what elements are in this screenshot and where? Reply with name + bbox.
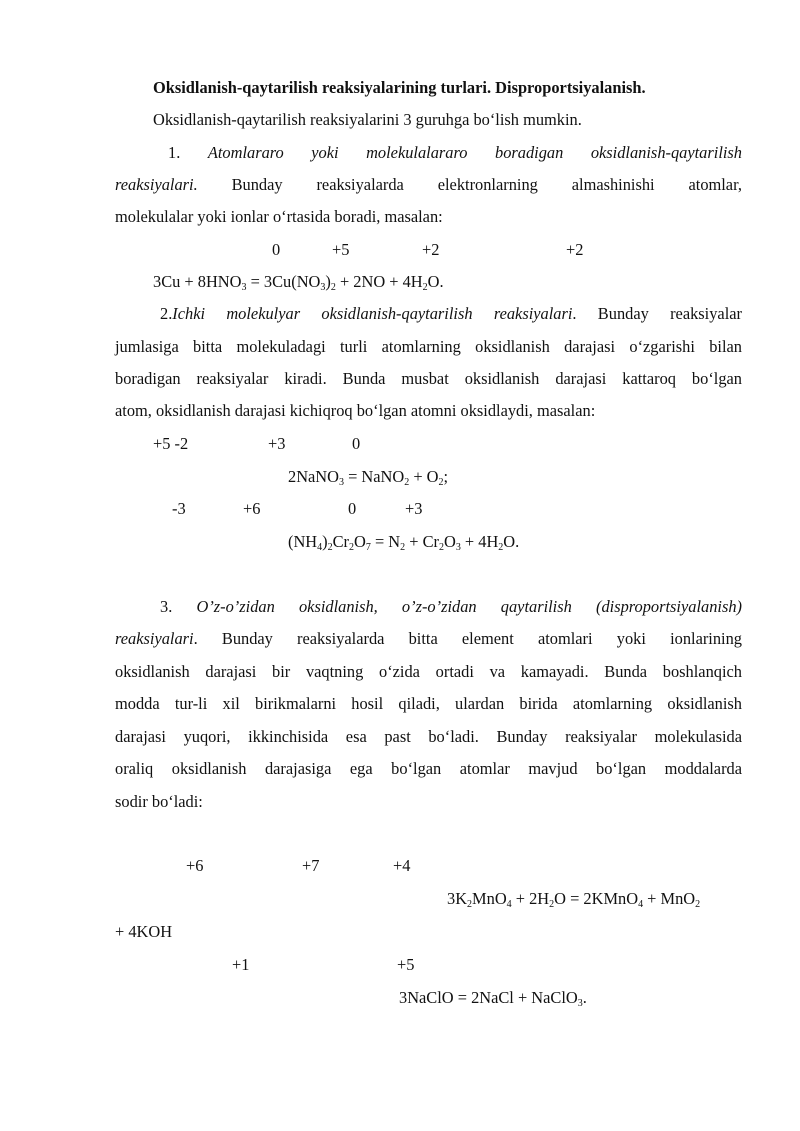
section2-line4: atom, oksidlanish darajasi kichiqroq bo‘lgan atomni oksidlaydi, masalan:	[115, 401, 596, 420]
section1-heading-cont: reaksiyalari.	[115, 175, 198, 194]
section3-heading: O’z-o’zidan oksidlanish, o’z-o’zidan qaytarilish (disproportsiyalanish)	[196, 597, 742, 616]
equation-1: $3Cu + 8HNO_3 = 3Cu(NO_3)_2 + 2NO + 4H_2O$.	[153, 272, 444, 293]
section3-line3: oksidlanish darajasi bir vaqtning o‘zida ortadi va kamayadi. Bunda boshlanqich	[115, 662, 742, 681]
equation-4: $3K_2MnO_4 + 2H_2O$ = 2KMnO$_4$ + MnO$_2$	[447, 889, 701, 910]
ox-state: +3	[405, 499, 423, 518]
equation-5: 3NaClO = 2NaCl + NaClO$_3$.	[399, 988, 587, 1009]
section3-heading-cont: reaksiyalari	[115, 629, 194, 648]
intro-text: Oksidlanish-qaytarilish reaksiyalarini 3 guruhga bo‘lish mumkin.	[153, 110, 582, 129]
ox-state: +6	[243, 499, 261, 518]
section3-line7: sodir bo‘ladi:	[115, 792, 203, 811]
section2-line2: jumlasiga bitta molekuladagi turli atomlarning oksidlanish darajasi o‘zgarishi bilan	[115, 337, 742, 356]
ox-state: -3	[172, 499, 186, 518]
title-dot: .	[486, 78, 492, 97]
section3-number: 3.	[160, 597, 173, 616]
section1-line3: molekulalar yoki ionlar o‘rtasida boradi, masalan:	[115, 207, 443, 226]
equation-4-continuation: + 4KOH	[115, 922, 173, 941]
section3-text: . Bunday reaksiyalarda bitta element atomlari yoki ionlarining	[193, 629, 742, 648]
ox-state: +5	[332, 240, 350, 259]
section2-heading-line	[160, 304, 742, 324]
section2-heading: Ichki molekulyar oksidlanish-qaytarilish reaksiyalari	[172, 304, 573, 323]
ox-state: +7	[302, 856, 320, 875]
ox-state: 0	[348, 499, 357, 518]
ox-state: 0	[272, 240, 281, 259]
title-sub: Disproportsiyalanish.	[495, 78, 646, 97]
ox-state: +2	[566, 240, 584, 259]
section3-line4: modda tur-li xil birikmalarni hosil qiladi, ulardan birida atomlarning oksidlanish	[115, 694, 742, 713]
ox-state: 0	[352, 434, 361, 453]
ox-state: +5 -2	[153, 434, 189, 453]
section2-text: . Bunday reaksiyalar	[572, 304, 742, 323]
section1-line2	[115, 175, 742, 195]
equation-2: 2NaNO$_3$ = NaNO$_2$ + $O_2$;	[288, 467, 449, 488]
ox-state: +1	[232, 955, 250, 974]
ox-state: +4	[393, 856, 411, 875]
title-main: Oksidlanish-qaytarilish reaksiyalarining turlari	[153, 78, 487, 97]
section3-line2	[115, 629, 742, 649]
ox-state: +2	[422, 240, 440, 259]
section3-line5: darajasi yuqori, ikkinchisida esa past bo‘ladi. Bunday reaksiyalar molekulasida	[115, 727, 742, 746]
section3-line6: oraliq oksidlanish darajasiga ega bo‘lgan atomlar mavjud bo‘lgan moddalarda	[115, 759, 742, 778]
page-title	[153, 78, 646, 98]
section1-text: Bunday reaksiyalarda elektronlarning almashinishi atomlar,	[231, 175, 742, 194]
section1-number: 1.	[168, 143, 181, 162]
section1-heading: Atomlararo yoki molekulalararo boradigan oksidlanish-qaytarilish	[207, 143, 742, 162]
section2-number: 2.	[160, 304, 173, 323]
section2-line3: boradigan reaksiyalar kiradi. Bunda musbat oksidlanish darajasi kattaroq bo‘lgan	[115, 369, 742, 388]
section1-heading-line	[168, 143, 742, 163]
ox-state: +3	[268, 434, 286, 453]
ox-state: +5	[397, 955, 415, 974]
ox-state: +6	[186, 856, 204, 875]
equation-3: $(NH_4)_2Cr_2O_7 = N_2 + Cr_2O_3 + 4H_2O$.	[288, 532, 520, 553]
section3-heading-line	[160, 597, 742, 617]
